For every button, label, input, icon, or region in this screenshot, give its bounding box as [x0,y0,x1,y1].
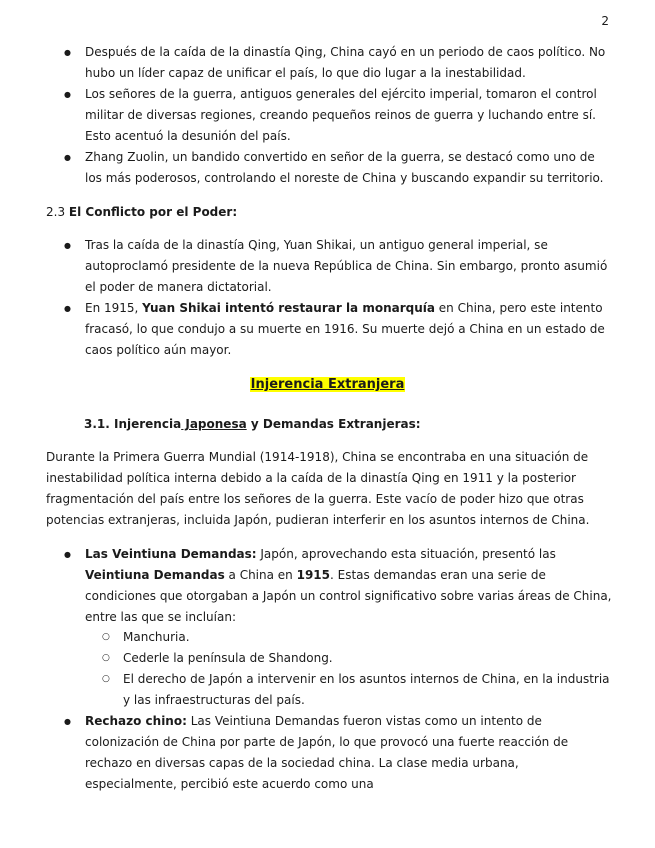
list-bold-text: Veintiuna Demandas [85,568,225,582]
list-item: ● Zhang Zuolin, un bandido convertido en señor de la guerra, se destacó como uno de los más poderosos, controlando el noreste de China y buscando expandir su territorio. [64,147,612,189]
list-text: en China, pero este intento fracasó, lo que condujo a su muerte en 1916. Su muerte dejó a China en un estado de caos político aún mayor. [85,301,605,357]
list-item: ● Después de la caída de la dinastía Qing, China cayó en un periodo de caos político. No hubo un líder capaz de unificar el país, lo que dio lugar a la inestabilidad. [64,42,612,84]
list-text: Las Veintiuna Demandas fueron vistas como un intento de colonización de China por parte de Japón, lo que provocó una fuerte reacción de rechazo en diversas capas de la sociedad china. La clase media urbana, especialmente, percibió este acuerdo como una [85,714,569,791]
list-item [64,298,612,361]
body-paragraph: Durante la Primera Guerra Mundial (1914-1918), China se encontraba en una situación de inestabilidad política interna debido a la caída de la dinastía Qing en 1911 y la posterior fragmentación del país entre los señores de la guerra. Este vacío de poder hizo que otras potencias extranjeras, incluida Japón, pudieran interferir en los asuntos internos de China. [46,450,590,527]
page-heading [0,377,655,392]
list-text: En 1915, [85,301,143,315]
list-item: ● Los señores de la guerra, antiguos generales del ejército imperial, tomaron el control militar de diversas regiones, creando pequeños reinos de guerra y luchando entre sí. Esto acentuó la desunión del país. [64,84,612,147]
sublist-item: ○ El derecho de Japón a intervenir en los asuntos internos de China, en la industria y las infraestructuras del país. [102,669,612,711]
list-bold-text: 1915 [296,568,331,582]
sublist-item: ○ Cederle la península de Shandong. [102,648,612,669]
sublist-item: ○ Manchuria. [102,627,612,648]
list-item [64,544,612,628]
rechazo-list [64,711,612,795]
subsection-underlined: Japonesa [181,417,247,431]
subsection-post: y Demandas Extranjeras: [246,417,421,431]
subsection-pre: 3.1. Injerencia [84,417,182,431]
list-label: Las Veintiuna Demandas: [85,547,257,561]
caos-politico-list [64,42,612,189]
list-text: a China en [224,568,297,582]
page-number: 2 [601,14,609,28]
section-number: 2.3 [46,205,66,219]
subsection-heading [84,414,421,435]
list-text: Japón, aprovechando esta situación, presentó las [256,547,556,561]
list-item: ● Tras la caída de la dinastía Qing, Yuan Shikai, un antiguo general imperial, se autoproclamó presidente de la nueva República de China. Sin embargo, pronto asumió el poder de manera dictatorial. [64,235,612,298]
list-item [64,711,612,795]
list-text: . Estas demandas eran una serie de condiciones que otorgaban a Japón un control significativo sobre varias áreas de China, entre las que se incluían: [85,568,612,624]
demandas-sublist [102,627,612,711]
list-label: Rechazo chino: [85,714,187,728]
section-heading-2-3 [46,202,237,223]
list-bold-text: Yuan Shikai intentó restaurar la monarquía [142,301,435,315]
conflicto-poder-list [64,235,612,361]
section-title: El Conflicto por el Poder: [68,205,238,219]
highlighted-heading: Injerencia Extranjera [250,377,405,392]
demandas-list [64,544,612,628]
